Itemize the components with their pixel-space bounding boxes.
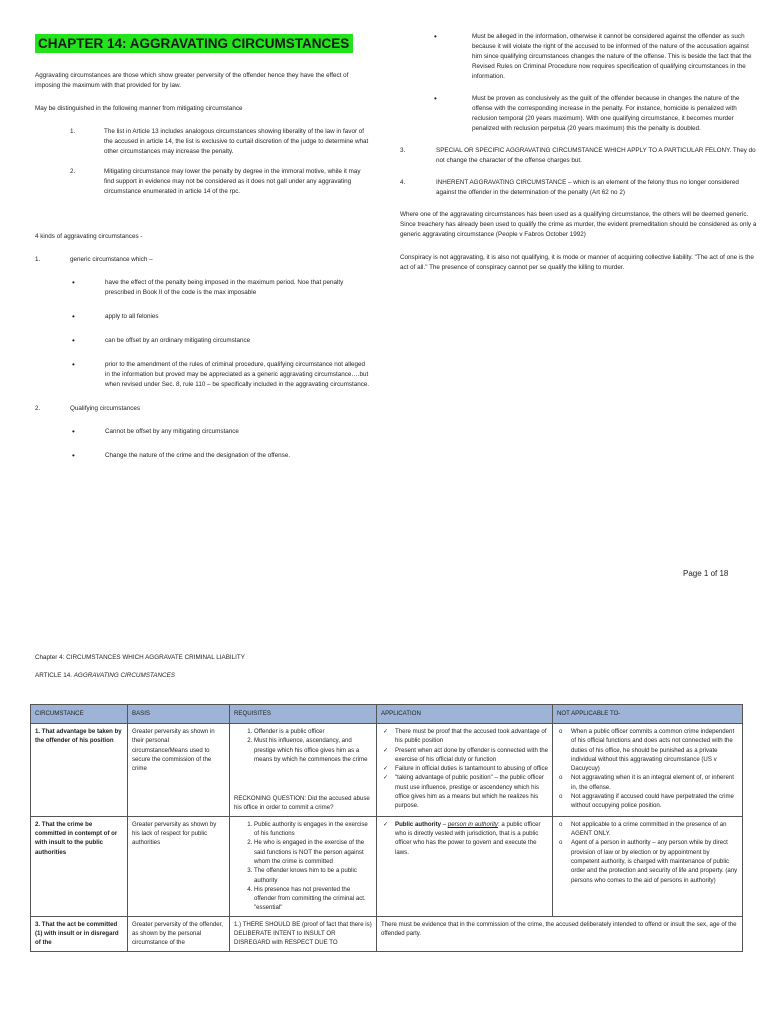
circumstance-cell: 2. That the crime be committed in contempt of or with insult to the public authorities	[31, 816, 128, 916]
application-cell	[377, 724, 553, 817]
bullet-icon: •	[434, 32, 437, 41]
requisites-cell	[230, 816, 377, 916]
bullet-icon: •	[434, 94, 437, 103]
bullet-text: have the effect of the penalty being imposed in the maximum period. Noe that penalty prescribed in Book II of the code is the max imposable	[105, 279, 344, 296]
bullet-text: can be offset by an ordinary mitigating circumstance	[105, 337, 251, 344]
column-header: APPLICATION	[377, 705, 553, 724]
not-applicable-item: o Agent of a person in authority – any person while by direct provision of law or by election or by appointment by competent authority, is charged with maintenance of public order and the protection and security of life and property. (any persons who comes to the aid of persons in authority)	[571, 838, 738, 884]
circumstance-cell: 3. That the act be committed (1) with insult or in disregard of the	[31, 916, 128, 951]
column-header: CIRCUMSTANCE	[31, 705, 128, 724]
bullet-icon: •	[72, 278, 75, 287]
reckoning-question: RECKONING QUESTION: Did the accused abuse his office in order to commit a crime?	[234, 795, 370, 812]
inherent-item	[372, 178, 760, 198]
page-number: Page 1 of 18	[683, 569, 729, 578]
table-row	[31, 816, 743, 916]
distinguished-paragraph: May be distinguished in the following manner from mitigating circumstance	[35, 105, 243, 112]
intro-paragraph: Aggravating circumstances are those which show greater perversity of the offender hence they have the effect of imposing the maximum with that provided for by law.	[35, 72, 349, 89]
requisites-cell	[230, 724, 377, 817]
table-row	[31, 724, 743, 817]
distinction-number: 1.	[70, 128, 76, 135]
basis-cell: Greater perversity as shown by his lack of respect for public authorities	[128, 816, 230, 916]
requisite-item: 4. His presence has not prevented the offender from committing the criminal act. "essential"	[254, 885, 372, 913]
basis-cell: Greater perversity of the offender, as shown by the personal circumstance of the	[128, 916, 230, 951]
article-name: AGGRAVATING CIRCUMSTANCES	[73, 672, 175, 679]
bullet-item	[372, 94, 760, 134]
distinction-text: Mitigating circumstance may lower the penalty by degree in the immoral motive, while it may find support in evidence may not be considered as it does not gall under any aggravating circumstance enumerated in article 14 of the rpc.	[104, 168, 361, 195]
chapter-heading: Chapter 4: CIRCUMSTANCES WHICH AGGRAVATE CRIMINAL LIABILITY	[35, 654, 245, 661]
bullet-item	[35, 451, 370, 461]
kinds-heading: 4 kinds of aggravating circumstances -	[35, 233, 143, 240]
public-authority-label: Public authority	[395, 820, 442, 828]
chapter-title: CHAPTER 14: AGGRAVATING CIRCUMSTANCES	[35, 34, 353, 53]
bullet-item	[35, 312, 370, 322]
bullet-icon: •	[72, 451, 75, 460]
generic-number: 1.	[35, 256, 41, 263]
inherent-number: 4.	[400, 179, 406, 186]
qualifying-item	[35, 404, 370, 414]
not-applicable-item: o Not aggravating if accused could have perpetrated the crime without occupying police position.	[571, 792, 738, 811]
page-1-right-column	[372, 32, 760, 286]
public-authority-definition: a public officer who is directly vested with jurisdiction, that is a public officer who has the power to govern and execute the laws.	[395, 820, 541, 856]
requisite-item: 3. The offender knows him to be a public authority	[254, 866, 372, 885]
not-applicable-item: o When a public officer commits a common crime independent of his official functions and does acts not connected with the duties of his office, he should be punished as a private individual without this aggravating circumstance (US v Dacuycuy)	[571, 727, 738, 773]
not-applicable-item: o Not aggravating when it is an integral element of, or inherent in, the offense.	[571, 773, 738, 792]
bullet-icon: •	[72, 427, 75, 436]
bullet-item	[35, 427, 370, 437]
inherent-text: INHERENT AGGRAVATING CIRCUMSTANCE – which is an element of the felony thus no longer considered against the offender in the determination of the penalty (Art 62 no 2)	[436, 179, 739, 196]
circumstance-cell: 1. That advantage be taken by the offender of his position	[31, 724, 128, 817]
requisite-item: 2. He who is engaged in the exercise of the said functions is NOT the person against whom the crime is committed	[254, 838, 372, 866]
distinction-text: The list in Article 13 includes analogous circumstances showing liberality of the law in favor of the accused in article 14, the list is exclusive to curtail discretion of the judge to determine what other circumstances may increase the penalty.	[104, 128, 369, 155]
special-number: 3.	[400, 147, 406, 154]
not-applicable-item: o Not applicable to a crime committed in the presence of an AGENT ONLY.	[571, 820, 738, 839]
distinction-item	[35, 127, 370, 157]
application-cell: There must be evidence that in the commission of the crime, the accused deliberately intended to offend or insult the sex, age of the offended party.	[377, 916, 743, 951]
requisites-cell: 1.) THERE SHOULD BE (proof of fact that there is) DELIBERATE INTENT to INSULT OR DISREGARD with RESPECT DUE TO	[230, 916, 377, 951]
article-prefix: ARTICLE 14.	[35, 672, 74, 679]
column-header: BASIS	[128, 705, 230, 724]
conspiracy-paragraph: Conspiracy is not aggravating, it is also not qualifying, it is mode or manner of acquiring collective liability. "The act of one is the act of all." The presence of conspiracy cannot per se qualify the killing to murder.	[400, 254, 754, 271]
application-item: ✓ Present when act done by offender is connected with the exercise of his official duty or function	[395, 746, 548, 765]
person-in-authority-term: person in authority	[447, 820, 498, 828]
application-item: ✓ Failure in official duties is tantamount to abusing of office	[395, 764, 548, 773]
application-item: ✓ "taking advantage of public position" – the public officer must use influence, prestige or ascendency which his office gives him as a means but which he realizes his purpose.	[395, 773, 548, 810]
where-paragraph: Where one of the aggravating circumstances has been used as a qualifying circumstance, the others will be deemed generic. Since treachery has already been used to qualify the crime as murder, the evident premeditation should be considered as only a generic aggravating circumstance (People v Fabros October 1992)	[400, 211, 757, 238]
bullet-item	[35, 336, 370, 346]
column-header: REQUISITES	[230, 705, 377, 724]
bullet-text: Cannot be offset by any mitigating circumstance	[105, 428, 239, 435]
table-row	[31, 916, 743, 951]
distinction-number: 2.	[70, 168, 76, 175]
bullet-text: prior to the amendment of the rules of criminal procedure, qualifying circumstance not alleged in the information but proved may be appreciated as a generic aggravating circumstance….but when revised under Sec. 8, rule 110 – be specifically included in the aggravating circumstance.	[105, 361, 370, 388]
bullet-text: apply to all felonies	[105, 313, 159, 320]
bullet-icon: •	[72, 336, 75, 345]
article-heading	[35, 672, 175, 679]
special-item	[372, 146, 760, 166]
generic-label: generic circumstance which –	[70, 256, 153, 263]
bullet-text: Must be proven as conclusively as the guilt of the offender because in changes the nature of the offense with the corresponding increase in the penalty. For instance, homicide is penalized with reclusion temporal (20 years maximum). With one qualifying circumstance, it becomes murder penalized with reclusion perpetua (20 years maximum) this the penalty is doubled.	[472, 95, 740, 132]
table-header-row	[31, 705, 743, 724]
not-applicable-cell	[553, 816, 743, 916]
bullet-icon: •	[72, 360, 75, 369]
column-header: NOT APPLICABLE TO-	[553, 705, 743, 724]
distinction-item	[35, 167, 370, 197]
application-cell	[377, 816, 553, 916]
requisite-item: 1. Offender is a public officer	[254, 727, 372, 736]
qualifying-number: 2.	[35, 405, 41, 412]
bullet-icon: •	[72, 312, 75, 321]
bullet-item	[372, 32, 760, 82]
basis-cell: Greater perversity as shown in their personal circumstance/Means used to secure the commission of the crime	[128, 724, 230, 817]
bullet-text: Change the nature of the crime and the designation of the offense.	[105, 452, 291, 459]
bullet-text: Must be alleged in the information, otherwise it cannot be considered against the offender as such because it will violate the right of the accused to be informed of the nature of the accusation against him since qualifying circumstances changes the nature of the offense. This is beside the fact that the Revised Rules on Criminal Procedure now requires specification of qualifying circumstances in the information.	[472, 33, 752, 80]
requisite-item: 2. Must his influence, ascendancy, and prestige which his office gives him as a means by which he commences the crime	[254, 736, 372, 764]
page-1-left-column	[35, 34, 370, 475]
application-item: ✓ Public authority – person in authority: a public officer who is directly vested with jurisdiction, that is a public officer who has the power to govern and execute the laws.	[395, 820, 548, 857]
requisite-item: 1. Public authority is engages in the exercise of his functions	[254, 820, 372, 839]
application-item: ✓ There must be proof that the accused took advantage of his public position	[395, 727, 548, 746]
qualifying-label: Qualifying circumstances	[70, 405, 140, 412]
aggravating-circumstances-table	[30, 704, 743, 952]
special-text: SPECIAL OR SPECIFIC AGGRAVATING CIRCUMSTANCE WHICH APPLY TO A PARTICULAR FELONY. They do not change the character of the offense charges but.	[436, 147, 756, 164]
bullet-item	[35, 360, 370, 390]
generic-item	[35, 255, 370, 265]
bullet-item	[35, 278, 370, 298]
not-applicable-cell	[553, 724, 743, 817]
